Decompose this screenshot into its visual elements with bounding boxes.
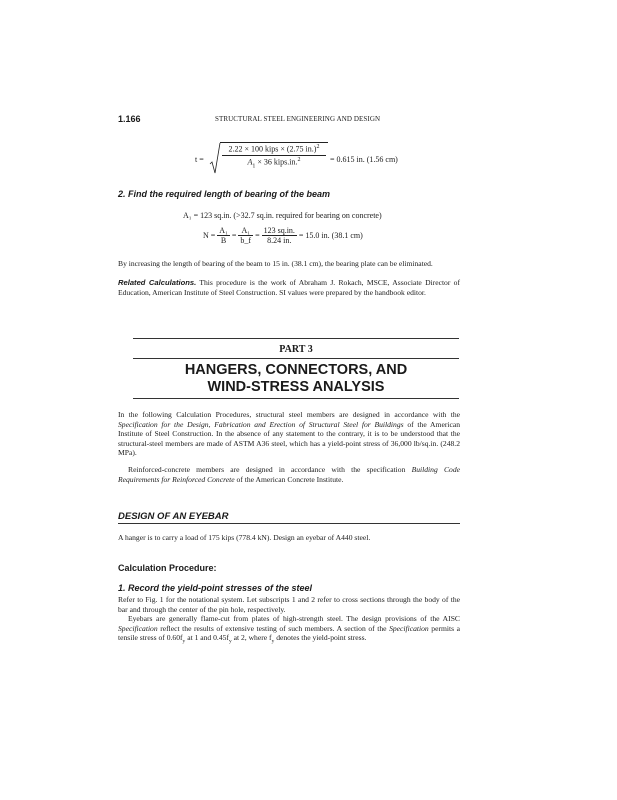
part-label: PART 3 <box>279 344 313 355</box>
eq-t-result: = 0.615 in. (1.56 cm) <box>330 155 398 164</box>
sqrt-sign <box>209 142 221 176</box>
step-1-heading: 1. Record the yield-point stresses of the steel <box>118 583 313 593</box>
part-title: HANGERS, CONNECTORS, AND WIND-STRESS ANALYSIS <box>184 362 408 395</box>
part-rule-middle <box>133 358 459 359</box>
intro-paragraph: In the following Calculation Procedures, structural steel members are designed in accordance with the Specification for the Design, Fabrication and Erection of Structural Steel for Buildings of the American Institute of Steel Construction. In the absence of any statement to the contrary, it is to be understood that the structural-steel members are made of ASTM A36 steel, which has a yield-point stress of 36,000 lb/sq.in. (248.2 MPa). <box>118 410 460 457</box>
frac-a1-bf: $\frac{\text{A₁}}{b\_f}$ <box>240 226 252 245</box>
eq-t-lhs: t = <box>195 155 204 164</box>
step-2-area-line: A₁ = 123 sq.in. (>32.7 sq.in. required for bearing on concrete) <box>183 211 382 220</box>
frac-a1-b: $\frac{\text{A₁}}{B}$ <box>219 226 228 245</box>
step-1-paragraph-2: Eyebars are generally flame-cut from plates of high-strength steel. The design provisions of the AISC Specification reflect the results of extensive testing of such members. A section of the Specification permits a tensile stress of $0.60f_y$ at 1 and $0.45f_y$ at 2, where $f_y$ denotes the yield-point stress. <box>118 614 460 645</box>
part-rule-top <box>133 338 459 339</box>
step-1-paragraph-1: Refer to Fig. 1 for the notational system. Let subscripts 1 and 2 refer to cross sections through the body of the bar and through the center of the pin hole, respectively. <box>118 595 460 614</box>
concrete-paragraph: Reinforced-concrete members are designed in accordance with the specification Building Code Requirements for Reinforced Concrete of the American Concrete Institute. <box>118 465 460 484</box>
equation-n: N = $\frac{\text{A₁}}{B}$ = $\frac{\text{A₁}}{b\_f}$ = $\frac{123 sq.in.}{8.24 in.}$ = 15.0 in. (38.1 cm) <box>203 226 363 245</box>
step-2-heading: 2. Find the required length of bearing of the beam <box>118 189 331 199</box>
page-number: 1.166 <box>118 114 141 124</box>
eq-t-denominator: $A_1 \times 36$ kips.in.$^2$ <box>247 156 301 169</box>
related-calculations: Related Calculations. This procedure is the work of Abraham J. Rokach, MSCE, Associate Director of Education, American Institute of Steel Construction. SI values were prepared by the handbook editor. <box>118 278 460 297</box>
section-rule <box>118 523 460 524</box>
sqrt-bar <box>220 142 328 143</box>
bearing-paragraph: By increasing the length of bearing of the beam to 15 in. (38.1 cm), the bearing plate can be eliminated. <box>118 259 433 268</box>
eq-t-fraction <box>222 144 326 169</box>
running-title: STRUCTURAL STEEL ENGINEERING AND DESIGN <box>215 115 381 123</box>
frac-sq-in: $\frac{123 sq.in.}{8.24 in.}$ <box>263 226 295 245</box>
part-rule-bottom <box>133 398 459 399</box>
section-title: DESIGN OF AN EYEBAR <box>118 511 229 522</box>
equation-t <box>195 142 455 178</box>
problem-statement: A hanger is to carry a load of 175 kips (778.4 kN). Design an eyebar of A440 steel. <box>118 533 371 542</box>
eq-t-numerator: 2.22 × 100 kips × (2.75 in.)$^2$ <box>222 144 326 156</box>
calculation-procedure-heading: Calculation Procedure: <box>118 563 217 573</box>
